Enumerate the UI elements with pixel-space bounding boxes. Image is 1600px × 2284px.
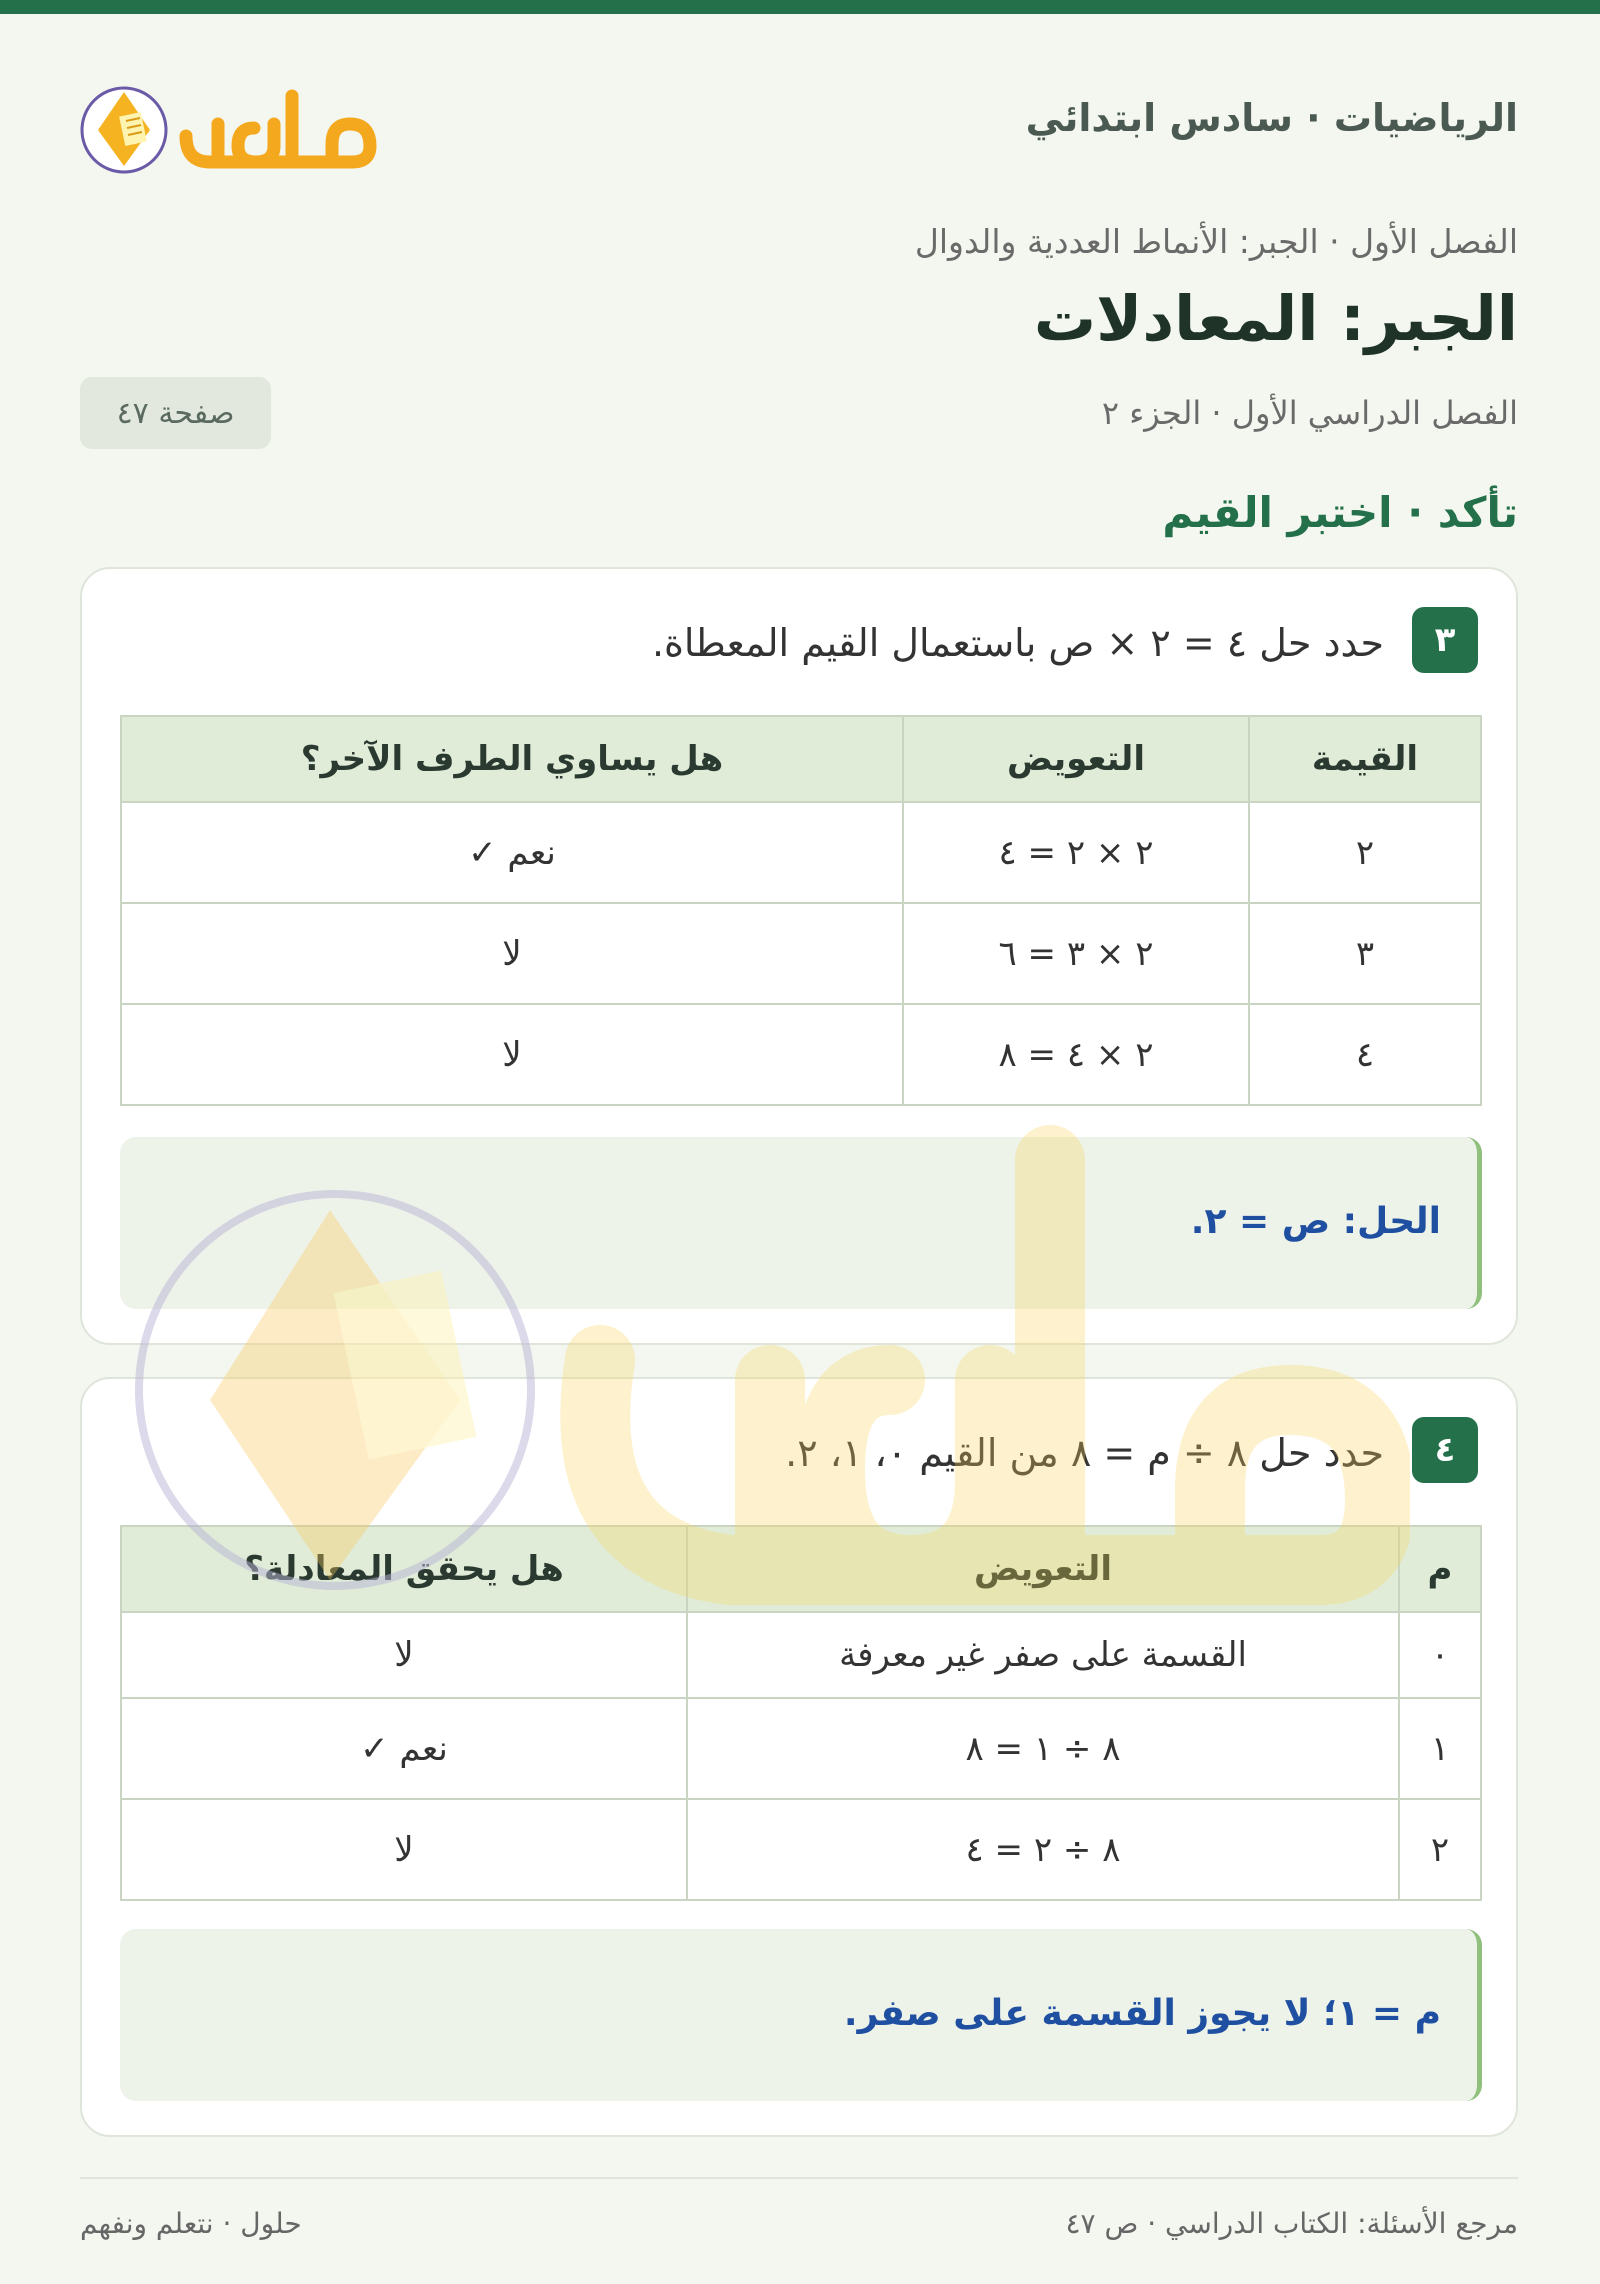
semester-label: الفصل الدراسي الأول · الجزء ٢	[1101, 394, 1518, 432]
column-header: التعويض	[687, 1526, 1399, 1612]
table-cell: ٢ × ٤ = ٨	[903, 1004, 1249, 1105]
table-row	[121, 1799, 1481, 1900]
page-title: الجبر: المعادلات	[1033, 282, 1518, 355]
table-cell: لا	[121, 1004, 903, 1105]
table-cell: ٣	[1249, 903, 1481, 1004]
column-header: هل يساوي الطرف الآخر؟	[121, 716, 903, 802]
question-card-3	[80, 567, 1518, 1345]
table-cell: ٨ ÷ ٢ = ٤	[687, 1799, 1399, 1900]
solution-box	[120, 1929, 1482, 2101]
column-header: القيمة	[1249, 716, 1481, 802]
question-text: حدد حل ٤ = ٢ × ص باستعمال القيم المعطاة.	[651, 621, 1384, 665]
table-cell: ٠	[1399, 1612, 1481, 1698]
section-heading: تأكد · اختبر القيم	[1162, 488, 1518, 537]
table-cell: نعم ✓	[121, 1698, 687, 1799]
breadcrumb: الفصل الأول · الجبر: الأنماط العددية والدوال	[914, 222, 1518, 261]
footer-divider	[80, 2177, 1518, 2179]
table-cell: ٤	[1249, 1004, 1481, 1105]
values-table	[120, 1525, 1482, 1901]
footer-reference: مرجع الأسئلة: الكتاب الدراسي · ص ٤٧	[1065, 2207, 1518, 2240]
page-number-badge: صفحة ٤٧	[80, 377, 271, 449]
table-cell: ١	[1399, 1698, 1481, 1799]
table-cell: ٢ × ٢ = ٤	[903, 802, 1249, 903]
table-row	[121, 1612, 1481, 1698]
values-table	[120, 715, 1482, 1106]
solution-text: الحل: ص = ٢.	[1190, 1201, 1441, 1242]
brand-logo	[78, 66, 378, 176]
top-accent-bar	[0, 0, 1600, 14]
question-number-badge: ٤	[1412, 1417, 1478, 1483]
solution-box	[120, 1137, 1482, 1309]
table-row	[121, 1004, 1481, 1105]
table-cell: لا	[121, 1799, 687, 1900]
table-cell: ٨ ÷ ١ = ٨	[687, 1698, 1399, 1799]
table-row	[121, 903, 1481, 1004]
subject-label: الرياضيات · سادس ابتدائي	[1025, 96, 1518, 140]
table-header-row	[121, 1526, 1481, 1612]
column-header: التعويض	[903, 716, 1249, 802]
table-cell: القسمة على صفر غير معرفة	[687, 1612, 1399, 1698]
solution-text: م = ١؛ لا يجوز القسمة على صفر.	[843, 1993, 1441, 2034]
question-text: حدد حل ٨ ÷ م = ٨ من القيم ٠، ١، ٢.	[785, 1431, 1384, 1475]
column-header: هل يحقق المعادلة؟	[121, 1526, 687, 1612]
table-cell: ٢ × ٣ = ٦	[903, 903, 1249, 1004]
table-row	[121, 802, 1481, 903]
question-number-badge: ٣	[1412, 607, 1478, 673]
table-row	[121, 1698, 1481, 1799]
table-cell: لا	[121, 1612, 687, 1698]
table-header-row	[121, 716, 1481, 802]
question-card-4	[80, 1377, 1518, 2137]
table-cell: ٢	[1249, 802, 1481, 903]
table-cell: لا	[121, 903, 903, 1004]
table-cell: ٢	[1399, 1799, 1481, 1900]
column-header: م	[1399, 1526, 1481, 1612]
footer-tagline: حلول · نتعلم ونفهم	[80, 2207, 302, 2240]
table-cell: نعم ✓	[121, 802, 903, 903]
